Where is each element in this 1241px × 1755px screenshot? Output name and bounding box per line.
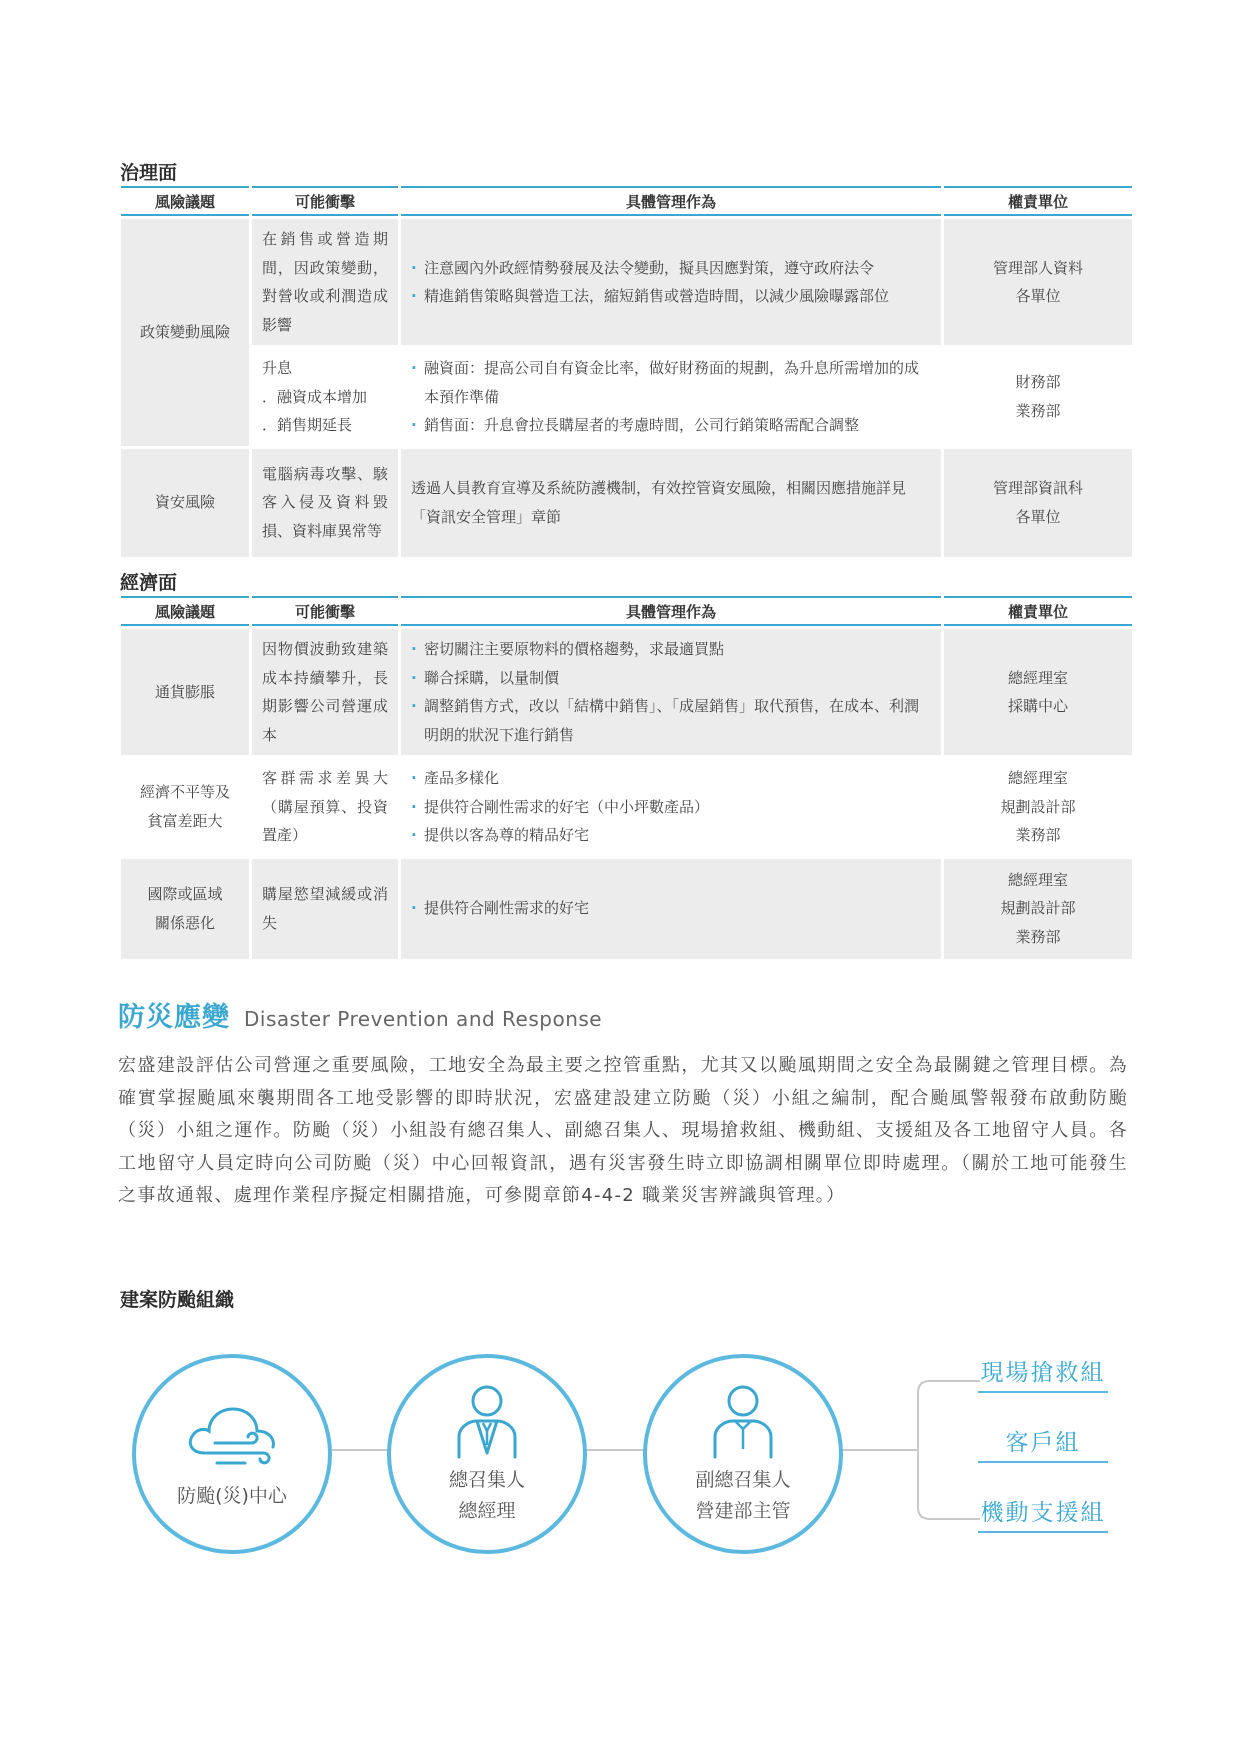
impact-cell: 電腦病毒攻擊、駭客入侵及資料毀損、資料庫異常等 [252,449,398,557]
org-title: 建案防颱組織 [120,1289,235,1311]
impact-line: ．融資成本增加 [262,387,368,406]
unit-name: 財務部 [1015,373,1061,392]
header-actions: 具體管理作為 [401,596,941,626]
unit-name: 各單位 [1015,507,1061,526]
action-item: · 精進銷售策略與營造工法，縮短銷售或營造時間，以減少風險曝露部位 [411,282,931,311]
header-risk-issue: 風險議題 [121,186,249,216]
header-impact: 可能衝擊 [252,596,398,626]
issue-line: 關係惡化 [154,913,215,932]
unit-name: 規劃設計部 [1000,899,1076,918]
branch-customer-team: 客戶組 [978,1427,1108,1463]
action-item: · 產品多樣化 [411,764,931,793]
convener-role: 總召集人 [448,1469,525,1491]
action-cell: 透過人員教育宣導及系統防護機制，有效控管資安風險，相關因應措施詳見「資訊安全管理」章節 [401,449,941,557]
action-item: · 提供以客為尊的精品好宅 [411,821,931,850]
header-risk-issue: 風險議題 [121,596,249,626]
unit-name: 採購中心 [1007,697,1068,715]
convener-node [387,1354,587,1554]
header-unit: 權責單位 [944,596,1132,626]
issue-line: 國際或區域 [147,885,223,903]
impact-line: 升息 [262,359,293,377]
unit-name: 總經理室 [1007,870,1068,889]
unit-name: 管理部資訊科 [992,479,1083,497]
deputy-convener-node [643,1354,843,1554]
header-impact: 可能衝擊 [252,186,398,216]
center-label: 防颱(災)中心 [177,1484,287,1507]
deputy-person: 營建部主管 [695,1500,791,1522]
action-item: · 提供符合剛性需求的好宅 [411,894,931,923]
impact-cell: 因物價波動致建築成本持續攀升，長期影響公司營運成本 [252,629,398,755]
action-item: · 銷售面：升息會拉長購屋者的考慮時間，公司行銷策略需配合調整 [411,411,931,440]
impact-line: ．銷售期延長 [262,416,353,434]
action-item: · 融資面：提高公司自有資金比率，做好財務面的規劃，為升息所需增加的成本預作準備 [411,354,931,411]
risk-issue: 資安風險 [121,449,249,557]
unit-name: 總經理室 [1007,769,1068,787]
unit-name: 業務部 [1015,826,1061,844]
action-item: · 注意國內外政經情勢發展及法令變動，擬具因應對策，遵守政府法令 [411,254,931,283]
convener-person: 總經理 [458,1500,516,1522]
branch-rescue-team: 現場搶救組 [978,1357,1108,1393]
economic-title: 經濟面 [120,572,178,594]
risk-issue: 政策變動風險 [121,219,249,446]
header-actions: 具體管理作為 [401,186,941,216]
unit-name: 規劃設計部 [1000,797,1076,816]
disaster-title-en: Disaster Prevention and Response [244,1007,603,1031]
cloud-wind-icon [177,1397,287,1477]
impact-cell: 在銷售或營造期間，因政策變動，對營收或利潤造成影響 [252,219,398,345]
disaster-paragraph: 宏盛建設評估公司營運之重要風險，工地安全為最主要之控管重點，尤其又以颱風期間之安全為最關鍵之管理目標。為確實掌握颱風來襲期間各工地受影響的即時狀況，宏盛建設建立防颱（災）小組之編制，配合颱風警報發布啟動防颱（災）小組之運作。防颱（災）小組設有總召集人、副總召集人、現場搶救組、機動組、支援組及各工地留守人員。各工地留守人員定時向公司防颱（災）中心回報資訊，遇有災害發生時立即協調相關單位即時處理。（關於工地可能發生之事故通報、處理作業程序擬定相關措施，可參閱章節4-4-2 職業災害辨識與管理。） [118,1055,1128,1206]
unit-name: 總經理室 [1007,668,1068,687]
header-unit: 權責單位 [944,186,1132,216]
risk-issue: 通貨膨脹 [121,629,249,755]
issue-line: 經濟不平等及 [139,783,230,802]
disaster-center-node [132,1354,332,1554]
action-item: · 提供符合剛性需求的好宅（中小坪數產品） [411,793,931,822]
unit-name: 業務部 [1015,927,1061,946]
governance-title: 治理面 [120,162,178,184]
unit-name: 管理部人資料 [992,258,1083,277]
unit-name: 業務部 [1015,401,1061,420]
person-shirt-icon [703,1381,783,1461]
deputy-role: 副總召集人 [695,1469,791,1491]
impact-cell: 客群需求差異大（購屋預算、投資置產） [252,758,398,856]
unit-name: 各單位 [1015,287,1061,305]
impact-cell: 購屋慾望減緩或消失 [252,859,398,959]
issue-line: 貧富差距大 [147,811,223,830]
action-item: · 密切關注主要原物料的價格趨勢，求最適買點 [411,635,931,664]
disaster-title-zh: 防災應變 [118,1002,230,1033]
action-item: · 調整銷售方式，改以「結構中銷售」、「成屋銷售」取代預售，在成本、利潤明朗的狀況下進行銷售 [411,692,931,749]
branch-mobile-support-team: 機動支援組 [978,1497,1108,1533]
action-item: · 聯合採購，以量制價 [411,664,931,693]
person-suit-icon [447,1381,527,1461]
